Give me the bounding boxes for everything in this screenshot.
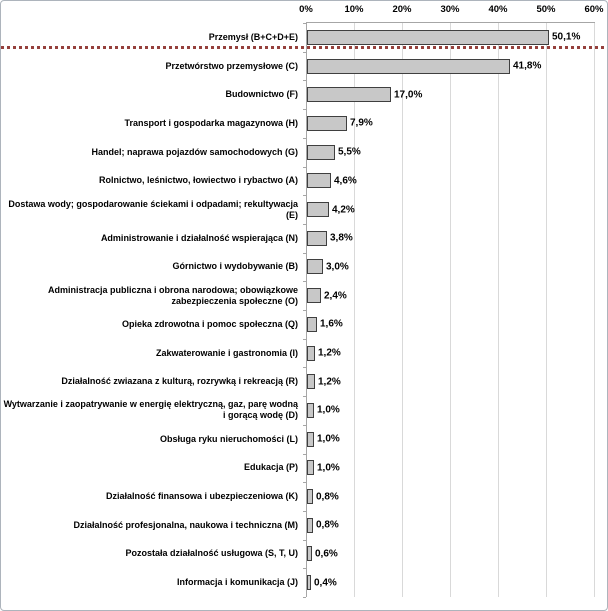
gridline xyxy=(594,23,595,597)
y-axis-tick xyxy=(303,482,306,483)
category-label: Zakwaterowanie i gastronomia (I) xyxy=(155,347,298,358)
bar xyxy=(307,231,327,246)
x-axis-tick-label: 60% xyxy=(584,4,604,15)
value-label: 0,6% xyxy=(315,548,338,560)
y-axis-tick xyxy=(303,597,306,598)
category-label: Działalność zwiazana z kulturą, rozrywką i rekreacją (R) xyxy=(61,376,298,387)
bar xyxy=(307,202,329,217)
x-axis-tick-label: 10% xyxy=(344,4,364,15)
value-label: 7,9% xyxy=(350,117,373,129)
value-label: 0,4% xyxy=(314,577,337,589)
y-axis-tick xyxy=(303,511,306,512)
category-label: Dostawa wody; gospodarowanie ściekami i odpadami; rekultywacja (E) xyxy=(8,198,298,220)
y-axis-tick xyxy=(303,425,306,426)
bar xyxy=(307,432,314,447)
y-axis-tick xyxy=(303,80,306,81)
category-label: Wytwarzanie i zaopatrywanie w energię elektryczną, gaz, parę wodną i gorącą wodę (D) xyxy=(3,399,298,421)
y-axis-line xyxy=(306,23,307,597)
bar xyxy=(307,518,313,533)
y-axis-tick xyxy=(303,396,306,397)
y-axis-tick xyxy=(303,167,306,168)
y-axis-tick xyxy=(303,195,306,196)
value-label: 0,8% xyxy=(316,491,339,503)
category-label: Pozostała działalność usługowa (S, T, U) xyxy=(125,548,298,559)
bar xyxy=(307,145,335,160)
bar xyxy=(307,460,314,475)
y-axis-tick xyxy=(303,281,306,282)
bar xyxy=(307,489,313,504)
category-label: Administracja publiczna i obrona narodowa; obowiązkowe zabezpieczenia społeczne (O) xyxy=(47,284,298,306)
gridline xyxy=(498,23,499,597)
bar xyxy=(307,317,317,332)
bar xyxy=(307,30,549,45)
gridline xyxy=(450,23,451,597)
gridline xyxy=(402,23,403,597)
category-label: Górnictwo i wydobywanie (B) xyxy=(172,261,298,272)
gridline xyxy=(546,23,547,597)
y-axis-tick xyxy=(303,310,306,311)
value-label: 1,2% xyxy=(318,376,341,388)
y-axis-tick xyxy=(303,339,306,340)
category-label: Przemysł (B+C+D+E) xyxy=(208,31,298,42)
y-axis-tick xyxy=(303,52,306,53)
value-label: 1,0% xyxy=(317,462,340,474)
category-label: Edukacja (P) xyxy=(243,462,298,473)
bar xyxy=(307,346,315,361)
bar xyxy=(307,259,323,274)
bar xyxy=(307,403,314,418)
value-label: 4,6% xyxy=(334,175,357,187)
x-axis-tick-label: 0% xyxy=(299,4,313,15)
y-axis-tick xyxy=(303,253,306,254)
value-label: 4,2% xyxy=(332,204,355,216)
bar xyxy=(307,173,331,188)
bar xyxy=(307,374,315,389)
value-label: 3,8% xyxy=(330,232,353,244)
x-axis-tick-label: 40% xyxy=(488,4,508,15)
category-label: Administrowanie i działalność wspierająca (N) xyxy=(100,232,298,243)
category-label: Przetwórstwo przemysłowe (C) xyxy=(165,60,298,71)
gridline xyxy=(354,23,355,597)
bar xyxy=(307,546,312,561)
y-axis-tick xyxy=(303,367,306,368)
category-label: Rolnictwo, leśnictwo, łowiectwo i rybactwo (A) xyxy=(98,175,298,186)
value-label: 1,0% xyxy=(317,433,340,445)
y-axis-tick xyxy=(303,454,306,455)
value-label: 1,2% xyxy=(318,347,341,359)
bar xyxy=(307,87,391,102)
category-label: Działalność finansowa i ubezpieczeniowa (K) xyxy=(105,491,298,502)
category-label: Opieka zdrowotna i pomoc społeczna (Q) xyxy=(121,318,298,329)
value-label: 3,0% xyxy=(326,261,349,273)
bar xyxy=(307,59,510,74)
x-axis-tick-label: 30% xyxy=(440,4,460,15)
y-axis-tick xyxy=(303,568,306,569)
value-label: 0,8% xyxy=(316,519,339,531)
bar xyxy=(307,288,321,303)
value-label: 5,5% xyxy=(338,146,361,158)
x-axis-tick-label: 20% xyxy=(392,4,412,15)
y-axis-tick xyxy=(303,109,306,110)
value-label: 1,0% xyxy=(317,404,340,416)
bar xyxy=(307,575,311,590)
category-label: Informacja i komunikacja (J) xyxy=(176,577,298,588)
y-axis-tick xyxy=(303,540,306,541)
value-label: 2,4% xyxy=(324,290,347,302)
value-label: 41,8% xyxy=(513,60,542,72)
threshold-separator-line xyxy=(1,46,607,49)
y-axis-tick xyxy=(303,224,306,225)
x-axis-tick-label: 50% xyxy=(536,4,556,15)
value-label: 50,1% xyxy=(552,31,581,43)
value-label: 17,0% xyxy=(394,89,423,101)
category-label: Obsługa ryku nieruchomości (L) xyxy=(159,433,298,444)
bar xyxy=(307,116,347,131)
category-label: Transport i gospodarka magazynowa (H) xyxy=(124,117,298,128)
category-label: Budownictwo (F) xyxy=(225,89,298,100)
y-axis-tick xyxy=(303,23,306,24)
value-label: 1,6% xyxy=(320,318,343,330)
y-axis-tick xyxy=(303,138,306,139)
category-label: Działalność profesjonalna, naukowa i techniczna (M) xyxy=(73,519,298,530)
category-label: Handel; naprawa pojazdów samochodowych (G) xyxy=(91,146,298,157)
